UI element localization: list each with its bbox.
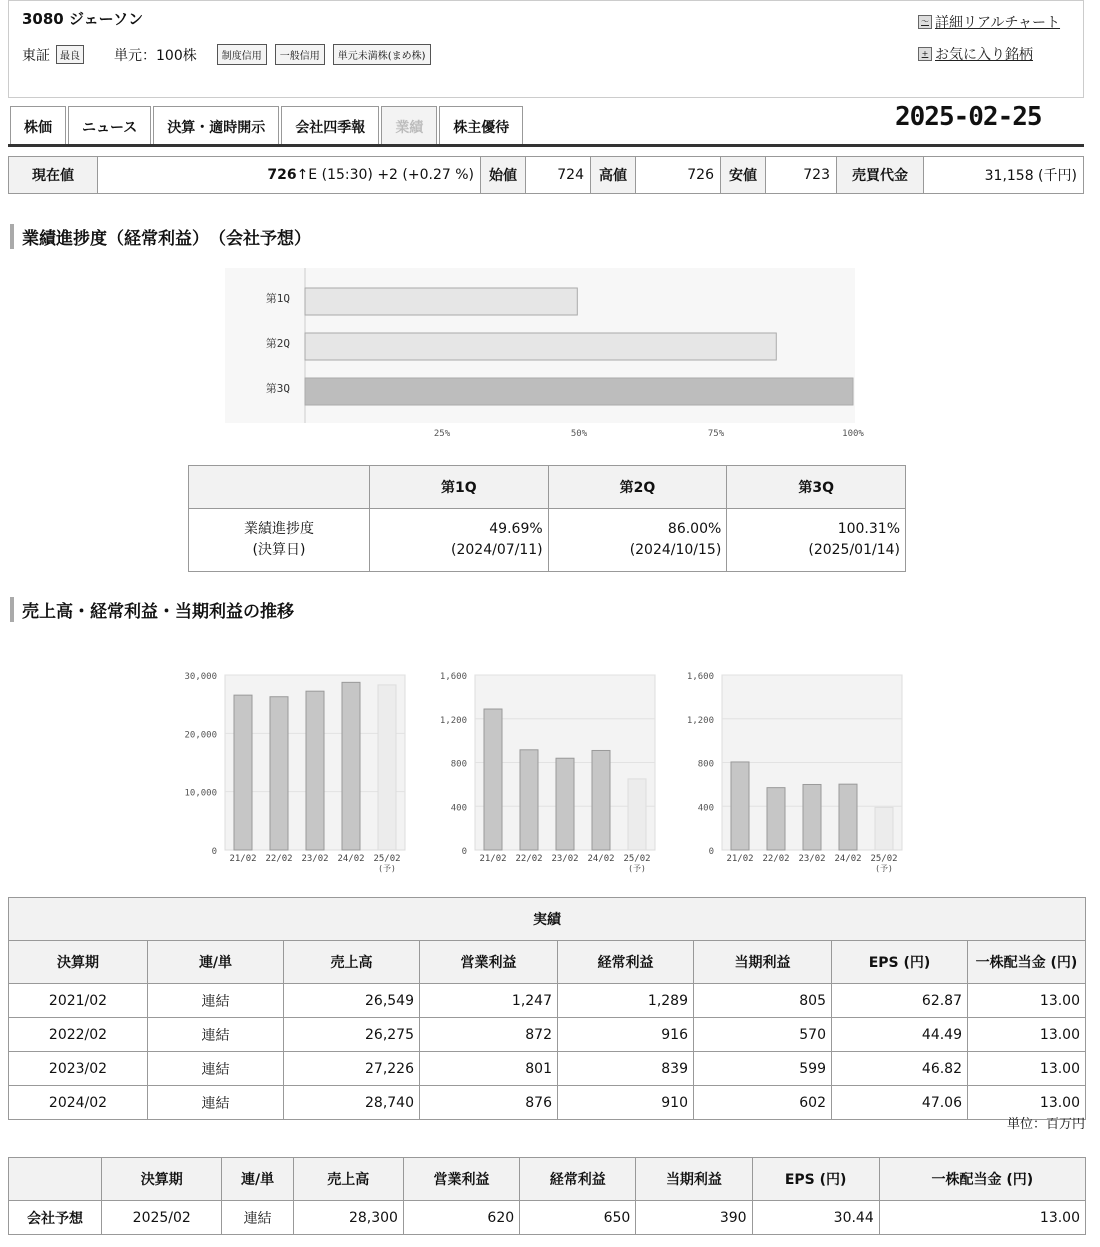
- progress-value-q2: 86.00%: [667, 521, 722, 537]
- progress-tick-label: 75%: [707, 429, 725, 439]
- y-tick-label: 10,000: [184, 788, 217, 799]
- stock-meta: [22, 44, 439, 65]
- bar: [342, 682, 360, 850]
- x-tick-label: 22/02: [515, 854, 543, 864]
- tab-shikiho[interactable]: 会社四季報: [281, 106, 379, 146]
- progress-cell-q2: [548, 509, 727, 572]
- results-header: 営業利益: [420, 941, 558, 984]
- progress-tick-label: 25%: [433, 429, 451, 439]
- forecast-header: 売上高: [293, 1158, 403, 1201]
- bar: [592, 750, 610, 850]
- tab-bar: [10, 106, 525, 146]
- page-date: 2025-02-25: [895, 102, 1042, 132]
- favorite-link[interactable]: [918, 44, 1033, 64]
- table-cell: 805: [694, 984, 832, 1018]
- stock-name: ジェーソン: [68, 10, 144, 28]
- realtime-chart-label: 詳細リアルチャート: [935, 15, 1061, 31]
- table-cell: 連結: [148, 1052, 284, 1086]
- bar: [875, 807, 893, 850]
- results-header: 連/単: [148, 941, 284, 984]
- progress-value-q1: 49.69%: [489, 521, 543, 537]
- badge-odd-lot[interactable]: 単元未満株(まめ株): [333, 44, 431, 65]
- x-tick-label: 21/02: [479, 854, 507, 864]
- progress-date-q3: (2025/01/14): [808, 542, 900, 558]
- x-tick-label: 22/02: [265, 854, 293, 864]
- forecast-note: (予): [875, 864, 893, 873]
- x-tick-label: 23/02: [798, 854, 826, 864]
- table-cell: 13.00: [968, 984, 1086, 1018]
- progress-tick-label: 100%: [842, 429, 864, 439]
- table-cell: 27,226: [284, 1052, 420, 1086]
- progress-date-q1: (2024/07/11): [451, 542, 543, 558]
- table-cell: 602: [694, 1086, 832, 1120]
- low-price: 723: [766, 157, 837, 194]
- bar: [556, 758, 574, 850]
- progress-value-q3: 100.31%: [837, 521, 900, 537]
- progress-bar: [305, 288, 577, 315]
- tab-news[interactable]: ニュース: [68, 106, 151, 146]
- x-tick-label: 25/02: [870, 854, 898, 864]
- table-cell: 連結: [148, 1018, 284, 1052]
- bar: [803, 784, 821, 850]
- badge-margin[interactable]: 制度信用: [217, 44, 267, 65]
- market-badge: 最良: [56, 45, 84, 64]
- low-label: 安値: [721, 157, 766, 194]
- table-cell: 13.00: [968, 1018, 1086, 1052]
- progress-row-label: [189, 509, 370, 572]
- current-price-label: 現在値: [9, 157, 98, 194]
- add-icon: +: [918, 47, 932, 61]
- progress-label: 業績進捗度: [244, 521, 314, 537]
- progress-table: [188, 465, 906, 572]
- y-tick-label: 400: [697, 803, 714, 814]
- y-tick-label: 800: [450, 759, 467, 770]
- y-tick-label: 0: [461, 847, 467, 857]
- forecast-cell: 2025/02: [102, 1201, 222, 1235]
- table-cell: 連結: [148, 984, 284, 1018]
- table-cell: 916: [558, 1018, 694, 1052]
- results-title: 実績: [9, 898, 1086, 941]
- progress-cell-q1: [370, 509, 549, 572]
- progress-header-q1: 第1Q: [370, 466, 549, 509]
- table-cell: 801: [420, 1052, 558, 1086]
- results-header: 当期利益: [694, 941, 832, 984]
- table-cell: 13.00: [968, 1086, 1086, 1120]
- results-header: 経常利益: [558, 941, 694, 984]
- forecast-corner: [9, 1158, 102, 1201]
- turnover-value: 31,158 (千円): [924, 157, 1084, 194]
- table-cell: 2023/02: [9, 1052, 148, 1086]
- table-cell: 1,247: [420, 984, 558, 1018]
- bar: [378, 685, 396, 850]
- y-tick-label: 1,200: [439, 715, 467, 726]
- y-tick-label: 1,600: [686, 672, 714, 682]
- table-cell: 839: [558, 1052, 694, 1086]
- results-header: 一株配当金 (円): [968, 941, 1086, 984]
- stock-code: 3080: [22, 10, 64, 28]
- stock-title: [22, 8, 143, 29]
- results-header: 決算期: [9, 941, 148, 984]
- turnover-label: 売買代金: [837, 157, 924, 194]
- tab-price[interactable]: 株価: [10, 106, 66, 146]
- y-tick-label: 0: [708, 847, 714, 857]
- unit-note: 単位：百万円: [1006, 1117, 1085, 1132]
- table-row: [9, 1018, 1086, 1052]
- realtime-chart-link[interactable]: [918, 12, 1060, 32]
- tab-performance[interactable]: 業績: [381, 106, 437, 146]
- progress-bar: [305, 333, 776, 360]
- bar: [520, 750, 538, 850]
- x-tick-label: 24/02: [337, 854, 365, 864]
- bar: [234, 695, 252, 850]
- favorite-label: お気に入り銘柄: [935, 47, 1033, 63]
- forecast-cell: 連結: [222, 1201, 293, 1235]
- x-tick-label: 22/02: [762, 854, 790, 864]
- table-cell: 47.06: [832, 1086, 968, 1120]
- price-change: ↑E (15:30) +2 (+0.27 %): [296, 167, 474, 183]
- forecast-note: (予): [628, 864, 646, 873]
- bar: [731, 762, 749, 850]
- x-tick-label: 24/02: [834, 854, 862, 864]
- progress-corner: [189, 466, 370, 509]
- quote-table: [8, 156, 1084, 194]
- bar: [839, 784, 857, 850]
- table-cell: 26,275: [284, 1018, 420, 1052]
- net-profit-chart: [672, 670, 912, 880]
- tab-disclosure[interactable]: 決算・適時開示: [153, 106, 279, 146]
- table-cell: 599: [694, 1052, 832, 1086]
- progress-header-q2: 第2Q: [548, 466, 727, 509]
- results-header: EPS (円): [832, 941, 968, 984]
- unit-label: 単元：100株: [114, 47, 197, 64]
- table-cell: 872: [420, 1018, 558, 1052]
- table-cell: 2021/02: [9, 984, 148, 1018]
- progress-date-q2: (2024/10/15): [629, 542, 722, 558]
- tab-underline: [8, 144, 1084, 147]
- progress-bar: [305, 378, 853, 405]
- table-cell: 876: [420, 1086, 558, 1120]
- x-tick-label: 25/02: [623, 854, 651, 864]
- forecast-table: [8, 1157, 1086, 1235]
- forecast-header: 連/単: [222, 1158, 293, 1201]
- x-tick-label: 23/02: [301, 854, 329, 864]
- x-tick-label: 23/02: [551, 854, 579, 864]
- table-cell: 570: [694, 1018, 832, 1052]
- table-row: [9, 1086, 1086, 1120]
- y-tick-label: 400: [450, 803, 467, 814]
- progress-chart: [225, 268, 875, 443]
- y-tick-label: 800: [697, 759, 714, 770]
- table-cell: 44.49: [832, 1018, 968, 1052]
- forecast-header: EPS (円): [752, 1158, 879, 1201]
- bar: [270, 697, 288, 850]
- table-row: [9, 1052, 1086, 1086]
- badge-general-margin[interactable]: 一般信用: [275, 44, 325, 65]
- progress-category-label: 第2Q: [265, 337, 290, 350]
- table-cell: 13.00: [968, 1052, 1086, 1086]
- closing-date-label: (決算日): [252, 542, 306, 558]
- tab-shareholder-benefits[interactable]: 株主優待: [439, 106, 523, 146]
- y-tick-label: 0: [211, 847, 217, 857]
- chart-icon: 〜: [918, 15, 932, 29]
- sales-chart: [175, 670, 410, 880]
- x-tick-label: 24/02: [587, 854, 615, 864]
- table-row: [9, 984, 1086, 1018]
- forecast-row-label: 会社予想: [9, 1201, 102, 1235]
- forecast-note: (予): [378, 864, 396, 873]
- forecast-cell: 390: [636, 1201, 752, 1235]
- high-label: 高値: [591, 157, 636, 194]
- y-tick-label: 1,200: [686, 715, 714, 726]
- forecast-cell: 13.00: [879, 1201, 1085, 1235]
- high-price: 726: [636, 157, 721, 194]
- bar: [628, 779, 646, 850]
- bar: [306, 691, 324, 850]
- progress-header-q3: 第3Q: [727, 466, 906, 509]
- x-tick-label: 21/02: [726, 854, 754, 864]
- section-title-progress: 業績進捗度（経常利益） （会社予想）: [10, 224, 311, 249]
- table-cell: 1,289: [558, 984, 694, 1018]
- progress-cell-q3: [727, 509, 906, 572]
- table-cell: 28,740: [284, 1086, 420, 1120]
- x-tick-label: 21/02: [229, 854, 257, 864]
- bar: [484, 709, 502, 850]
- forecast-cell: 650: [520, 1201, 636, 1235]
- x-tick-label: 25/02: [373, 854, 401, 864]
- forecast-header: 営業利益: [403, 1158, 519, 1201]
- y-tick-label: 20,000: [184, 730, 217, 741]
- table-cell: 62.87: [832, 984, 968, 1018]
- forecast-header: 一株配当金 (円): [879, 1158, 1085, 1201]
- results-header: 売上高: [284, 941, 420, 984]
- results-table: [8, 897, 1086, 1120]
- forecast-header: 当期利益: [636, 1158, 752, 1201]
- forecast-cell: 620: [403, 1201, 519, 1235]
- table-cell: 2024/02: [9, 1086, 148, 1120]
- forecast-cell: 28,300: [293, 1201, 403, 1235]
- table-cell: 26,549: [284, 984, 420, 1018]
- market-label: 東証: [22, 47, 50, 64]
- ordinary-profit-chart: [425, 670, 665, 880]
- current-price-cell: [98, 157, 481, 194]
- table-cell: 2022/02: [9, 1018, 148, 1052]
- progress-category-label: 第1Q: [265, 292, 290, 305]
- open-label: 始値: [481, 157, 526, 194]
- table-cell: 910: [558, 1086, 694, 1120]
- forecast-header: 経常利益: [520, 1158, 636, 1201]
- forecast-header: 決算期: [102, 1158, 222, 1201]
- table-cell: 46.82: [832, 1052, 968, 1086]
- section-title-trend: 売上高・経常利益・当期利益の推移: [10, 597, 294, 622]
- forecast-cell: 30.44: [752, 1201, 879, 1235]
- y-tick-label: 1,600: [439, 672, 467, 682]
- open-price: 724: [526, 157, 591, 194]
- progress-category-label: 第3Q: [265, 382, 290, 395]
- table-cell: 連結: [148, 1086, 284, 1120]
- y-tick-label: 30,000: [184, 672, 217, 682]
- current-price: 726: [267, 167, 297, 183]
- progress-tick-label: 50%: [570, 429, 588, 439]
- bar: [767, 788, 785, 850]
